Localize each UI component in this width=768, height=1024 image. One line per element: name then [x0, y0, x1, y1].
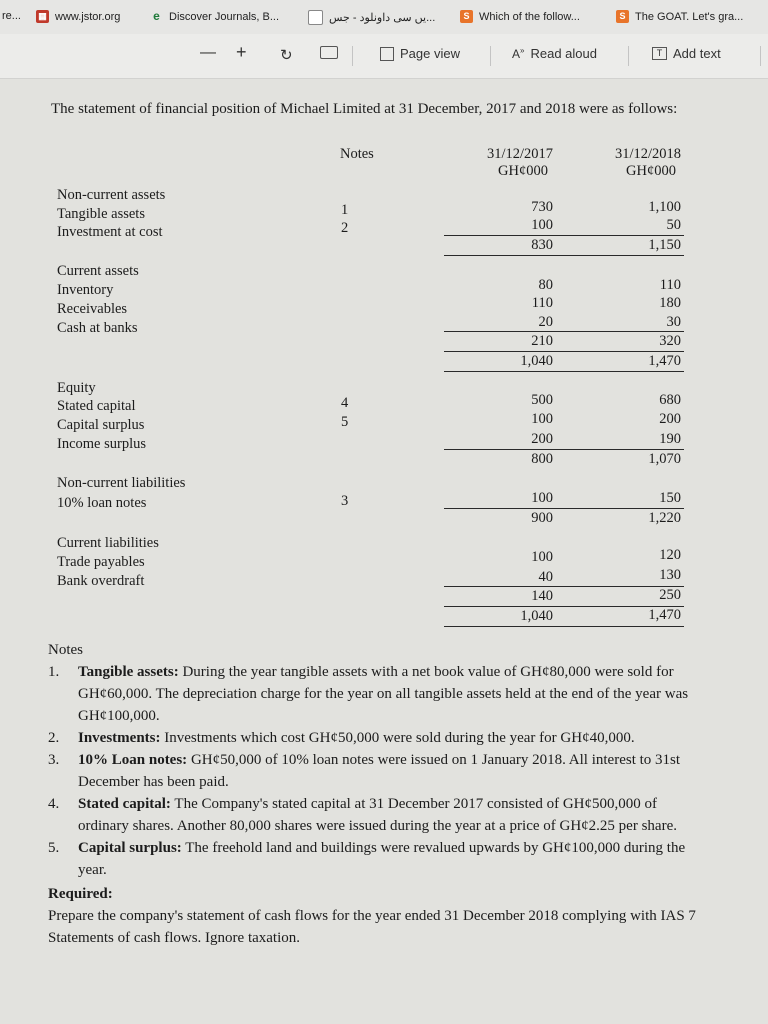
- total-rule: [444, 255, 684, 256]
- col-2018-date: 31/12/2018: [614, 146, 681, 162]
- val-ca-total-2018: 320: [659, 333, 681, 349]
- val-bank-overdraft-2017: 40: [538, 569, 553, 585]
- val-capital-surplus-2017: 100: [531, 411, 553, 427]
- s-icon: S: [616, 10, 629, 23]
- tab-download[interactable]: یں سی داونلود - جس...: [308, 10, 435, 25]
- tab-jstor[interactable]: ▦ www.jstor.org: [36, 10, 120, 23]
- note-ref-tangible: 1: [341, 202, 349, 218]
- col-2018-unit: GH¢000: [626, 163, 676, 179]
- label-inventory: Inventory: [57, 282, 114, 298]
- val-cash-2018: 30: [666, 314, 681, 330]
- val-receivables-2018: 180: [659, 295, 681, 311]
- val-inventory-2017: 80: [538, 277, 553, 293]
- label-receivables: Receivables: [57, 301, 128, 317]
- note-item: 4. Stated capital: The Company's stated capital at 31 December 2017 consisted of GH¢500,000 of ordinary shares. Another 80,000 shares were issued during the year at a price of GH¢2.25 per share.: [48, 796, 677, 834]
- label-tangible-assets: Tangible assets: [57, 206, 145, 222]
- val-cl-total-2018: 250: [659, 587, 681, 603]
- read-aloud-icon: A»: [512, 46, 525, 61]
- note-item: 1. Tangible assets: During the year tangible assets with a net book value of GH¢80,000 were sold for GH¢60,000. The depreciation charge for the year on all tangible assets held at the end of the year was GH¢100,000.: [48, 664, 689, 724]
- val-ca-total-2017: 210: [531, 333, 553, 349]
- val-trade-payables-2017: 100: [531, 549, 553, 565]
- subtotal-rule: [444, 235, 684, 236]
- add-text-button[interactable]: T Add text: [652, 46, 721, 61]
- val-cash-2017: 20: [538, 314, 553, 330]
- zoom-in-button[interactable]: +: [236, 42, 247, 62]
- label-cash-at-banks: Cash at banks: [57, 320, 138, 336]
- note-ref-capital-surplus: 5: [341, 414, 349, 430]
- subtotal-rule: [444, 508, 684, 509]
- toolbar-divider: [628, 46, 629, 66]
- section-equity: Equity: [57, 380, 96, 396]
- val-capital-surplus-2018: 200: [659, 411, 681, 427]
- subtotal-rule: [444, 331, 684, 332]
- val-stated-capital-2018: 680: [659, 392, 681, 408]
- toolbar-divider: [490, 46, 491, 66]
- tab-the-goat[interactable]: S The GOAT. Let's gra...: [616, 10, 743, 23]
- total-rule: [444, 371, 684, 372]
- toolbar-divider: [352, 46, 353, 66]
- read-aloud-button[interactable]: A» Read aloud: [512, 46, 597, 61]
- notes-heading: Notes: [48, 642, 83, 658]
- val-total-el-2017: 1,040: [520, 608, 553, 624]
- col-2017-unit: GH¢000: [498, 163, 548, 179]
- total-rule: [444, 626, 684, 627]
- val-equity-total-2018: 1,070: [648, 451, 681, 467]
- val-stated-capital-2017: 500: [531, 392, 553, 408]
- label-income-surplus: Income surplus: [57, 436, 146, 452]
- val-subtotal-2017: 900: [531, 510, 553, 526]
- val-subtotal-2018: 1,220: [648, 510, 681, 526]
- val-loan-notes-2017: 100: [531, 490, 553, 506]
- val-income-surplus-2018: 190: [659, 431, 681, 447]
- subtotal-rule: [444, 449, 684, 450]
- val-income-surplus-2017: 200: [531, 431, 553, 447]
- label-bank-overdraft: Bank overdraft: [57, 573, 145, 589]
- subtotal-rule: [444, 586, 684, 587]
- section-non-current-assets: Non-current assets: [57, 187, 166, 203]
- section-current-liabilities: Current liabilities: [57, 535, 159, 551]
- val-trade-payables-2018: 120: [659, 547, 681, 563]
- note-item: 5. Capital surplus: The freehold land and buildings were revalued upwards by GH¢100,000 during the year.: [48, 840, 686, 878]
- val-tangible-2017: 730: [531, 199, 553, 215]
- val-investment-2018: 50: [666, 217, 681, 233]
- val-nca-total-2018: 1,150: [648, 237, 681, 253]
- note-item: 2. Investments: Investments which cost GH¢50,000 were sold during the year for GH¢40,000.: [48, 730, 635, 746]
- tab-partial[interactable]: re...: [2, 10, 21, 22]
- val-equity-total-2017: 800: [531, 451, 553, 467]
- label-stated-capital: Stated capital: [57, 398, 136, 414]
- val-receivables-2017: 110: [531, 295, 553, 311]
- required-text: Prepare the company's statement of cash flows for the year ended 31 December 2018 complying with IAS 7 Statements of cash flows. Ignore taxation.: [48, 908, 696, 946]
- page-view-button[interactable]: Page view: [380, 46, 460, 61]
- note-ref-loan-notes: 3: [341, 493, 349, 509]
- label-loan-notes: 10% loan notes: [57, 495, 147, 511]
- val-total-assets-2018: 1,470: [648, 353, 681, 369]
- jstor-icon: ▦: [36, 10, 49, 23]
- rotate-icon: ↻: [280, 47, 293, 64]
- subtotal-rule: [444, 351, 684, 352]
- notes-column-header: Notes: [340, 146, 374, 162]
- val-tangible-2018: 1,100: [648, 199, 681, 215]
- val-loan-notes-2018: 150: [659, 490, 681, 506]
- val-investment-2017: 100: [531, 217, 553, 233]
- section-non-current-liabilities: Non-current liabilities: [57, 475, 186, 491]
- section-current-assets: Current assets: [57, 263, 139, 279]
- tab-discover-journals[interactable]: e Discover Journals, B...: [150, 10, 279, 23]
- note-ref-investment: 2: [341, 220, 349, 236]
- document-page: [0, 79, 768, 1024]
- label-capital-surplus: Capital surplus: [57, 417, 145, 433]
- notes-section: [48, 639, 708, 949]
- fit-page-button[interactable]: [320, 46, 338, 59]
- label-trade-payables: Trade payables: [57, 554, 145, 570]
- note-item: 3. 10% Loan notes: GH¢50,000 of 10% loan notes were issued on 1 January 2018. All interest to 31st December has been paid.: [48, 752, 681, 790]
- intro-paragraph: The statement of financial position of Michael Limited at 31 December, 2017 and 2018 were as follows:: [51, 101, 678, 117]
- val-total-el-2018: 1,470: [648, 607, 681, 623]
- col-2017-date: 31/12/2017: [486, 146, 553, 162]
- val-inventory-2018: 110: [659, 277, 681, 293]
- zoom-out-button[interactable]: —: [200, 44, 216, 61]
- browser-tab-strip: [0, 0, 768, 34]
- pdf-toolbar: [0, 34, 768, 79]
- page-view-icon: [380, 47, 394, 61]
- rotate-button[interactable]: [280, 46, 293, 64]
- val-cl-total-2017: 140: [531, 588, 553, 604]
- s-icon: S: [460, 10, 473, 23]
- val-bank-overdraft-2018: 130: [659, 567, 681, 583]
- required-heading: Required:: [48, 886, 113, 902]
- val-total-assets-2017: 1,040: [520, 353, 553, 369]
- add-text-icon: T: [652, 47, 667, 60]
- label-investment-at-cost: Investment at cost: [57, 224, 163, 240]
- val-nca-total-2017: 830: [531, 237, 553, 253]
- note-ref-stated-capital: 4: [341, 395, 349, 411]
- page-icon: [308, 10, 323, 25]
- toolbar-divider: [760, 46, 761, 66]
- edge-icon: e: [153, 9, 160, 23]
- fit-page-icon: [320, 46, 338, 59]
- tab-which-of-the-follow[interactable]: S Which of the follow...: [460, 10, 580, 23]
